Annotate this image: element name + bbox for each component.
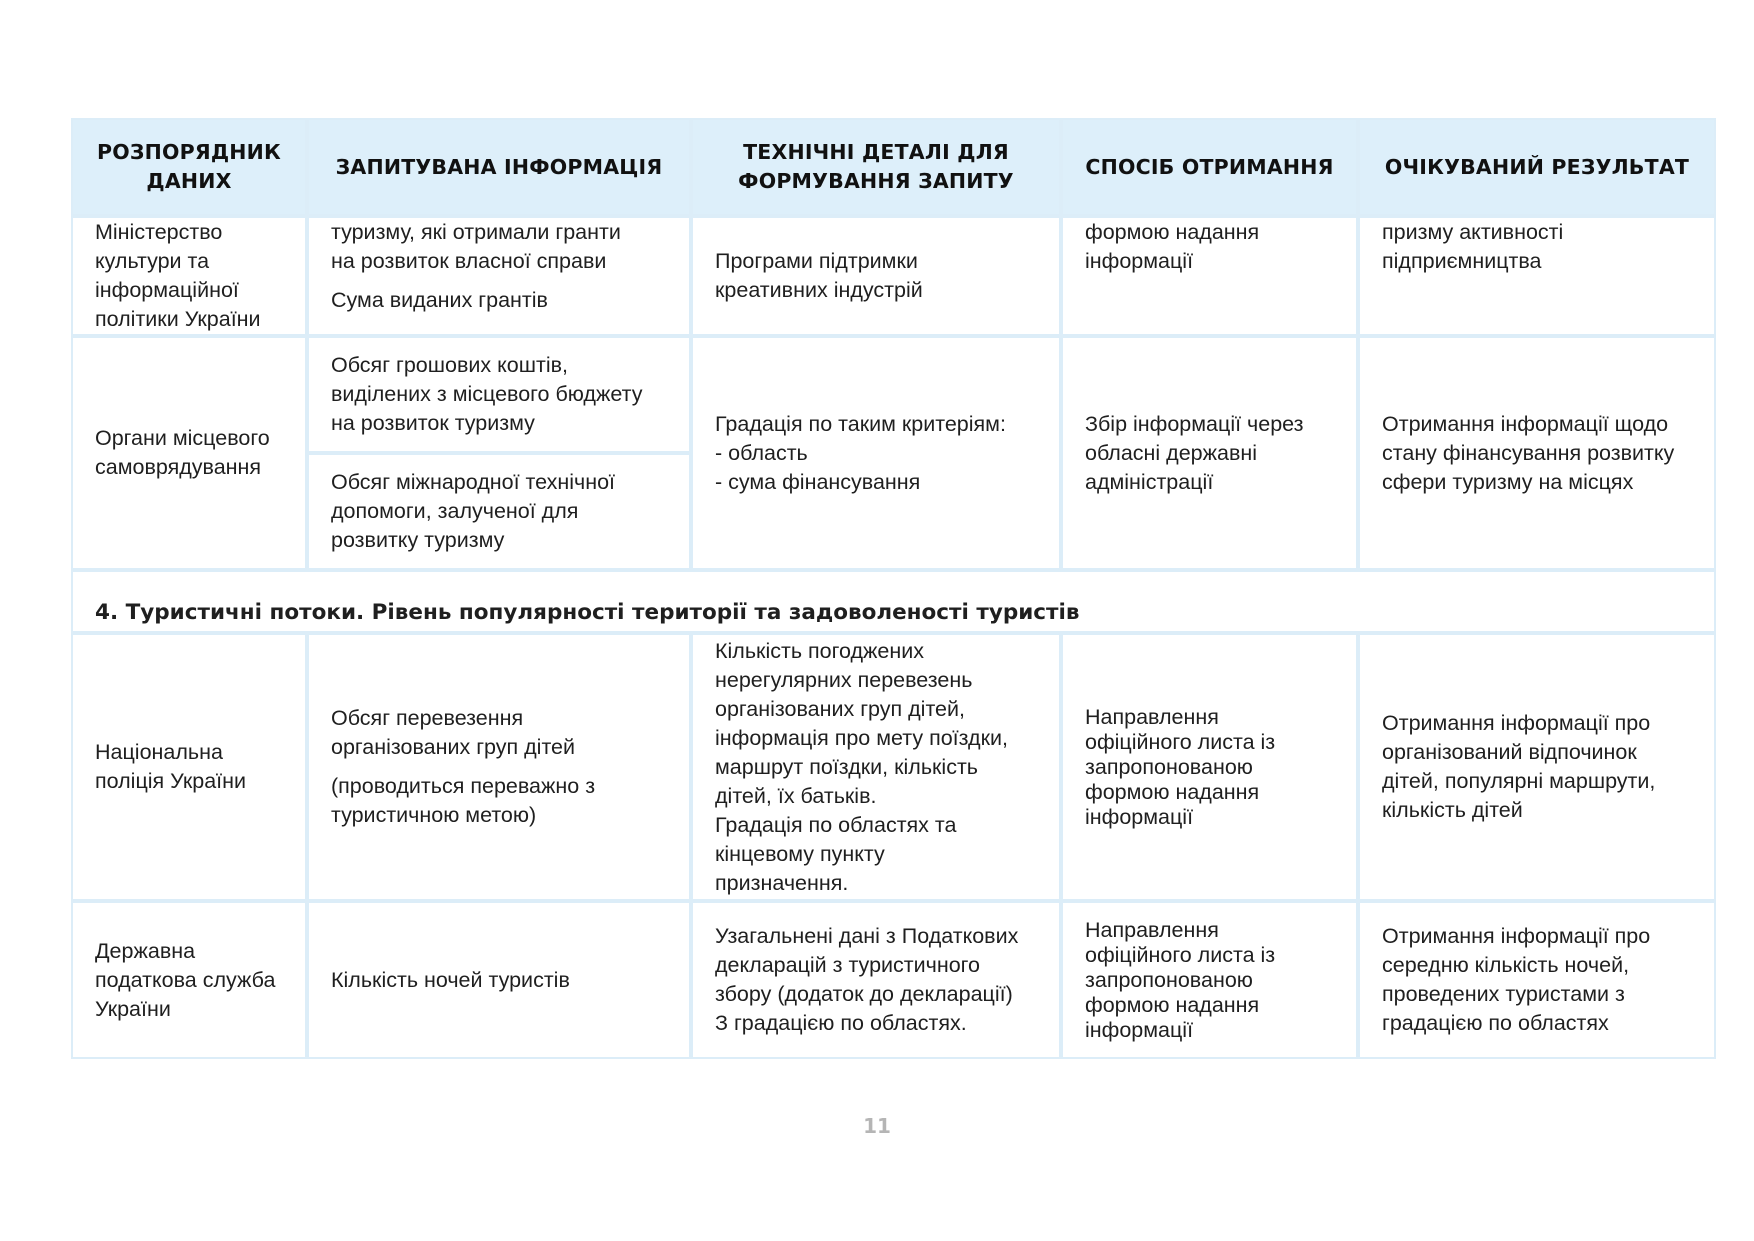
cell-holder: Міністерство культури та інформаційної політики України	[71, 216, 307, 336]
cell-technical-details: Градація по таким критеріям: - область - сума фінансування	[691, 336, 1061, 570]
page-number: 11	[863, 1114, 891, 1138]
table-row	[71, 336, 1716, 453]
header-expected-result: ОЧІКУВАНИЙ РЕЗУЛЬТАТ	[1358, 118, 1716, 216]
cell-holder: Державна податкова служба України	[71, 901, 307, 1059]
header-technical-details: ТЕХНІЧНІ ДЕТАЛІ ДЛЯ ФОРМУВАННЯ ЗАПИТУ	[691, 118, 1061, 216]
cell-expected-result: Отримання інформації про середню кількість ночей, проведених туристами з градацією по областях	[1358, 901, 1716, 1059]
cell-method: формою надання інформації	[1061, 216, 1358, 336]
cell-technical-details: Узагальнені дані з Податкових декларацій з туристичного збору (додаток до декларації) З градацією по областях.	[691, 901, 1061, 1059]
cell-requested-info: туризму, які отримали гранти на розвиток власної справи Сума виданих грантів	[307, 216, 691, 336]
cell-method: Направлення офіційного листа із запропонованою формою надання інформації	[1061, 633, 1358, 901]
data-request-table	[71, 118, 1716, 1059]
cell-holder: Національна поліція України	[71, 633, 307, 901]
cell-holder: Органи місцевого самоврядування	[71, 336, 307, 570]
section-title: 4. Туристичні потоки. Рівень популярності території та задоволеності туристів	[71, 570, 1716, 633]
cell-expected-result: призму активності підприємництва	[1358, 216, 1716, 336]
header-method: СПОСІБ ОТРИМАННЯ	[1061, 118, 1358, 216]
cell-method: Направлення офіційного листа із запропонованою формою надання інформації	[1061, 901, 1358, 1059]
table-row	[71, 216, 1716, 336]
header-data-holder: РОЗПОРЯДНИК ДАНИХ	[71, 118, 307, 216]
table-row	[71, 633, 1716, 901]
cell-technical-details: Кількість погоджених нерегулярних перевезень організованих груп дітей, інформація про мету поїздки, маршрут поїздки, кількість дітей, їх батьків. Градація по областях та кінцевому пункту призначення.	[691, 633, 1061, 901]
cell-requested-info: Обсяг міжнародної технічної допомоги, залученої для розвитку туризму	[307, 453, 691, 570]
cell-technical-details: Програми підтримки креативних індустрій	[691, 216, 1061, 336]
cell-expected-result: Отримання інформації щодо стану фінансування розвитку сфери туризму на місцях	[1358, 336, 1716, 570]
table-header-row	[71, 118, 1716, 216]
cell-requested-info: Обсяг перевезення організованих груп дітей (проводиться переважно з туристичною метою)	[307, 633, 691, 901]
cell-method: Збір інформації через обласні державні адміністрації	[1061, 336, 1358, 570]
header-requested-info: ЗАПИТУВАНА ІНФОРМАЦІЯ	[307, 118, 691, 216]
cell-requested-info: Обсяг грошових коштів, виділених з місцевого бюджету на розвиток туризму	[307, 336, 691, 453]
table-row	[71, 901, 1716, 1059]
cell-requested-info: Кількість ночей туристів	[307, 901, 691, 1059]
section-row	[71, 570, 1716, 633]
cell-expected-result: Отримання інформації про організований відпочинок дітей, популярні маршрути, кількість дітей	[1358, 633, 1716, 901]
